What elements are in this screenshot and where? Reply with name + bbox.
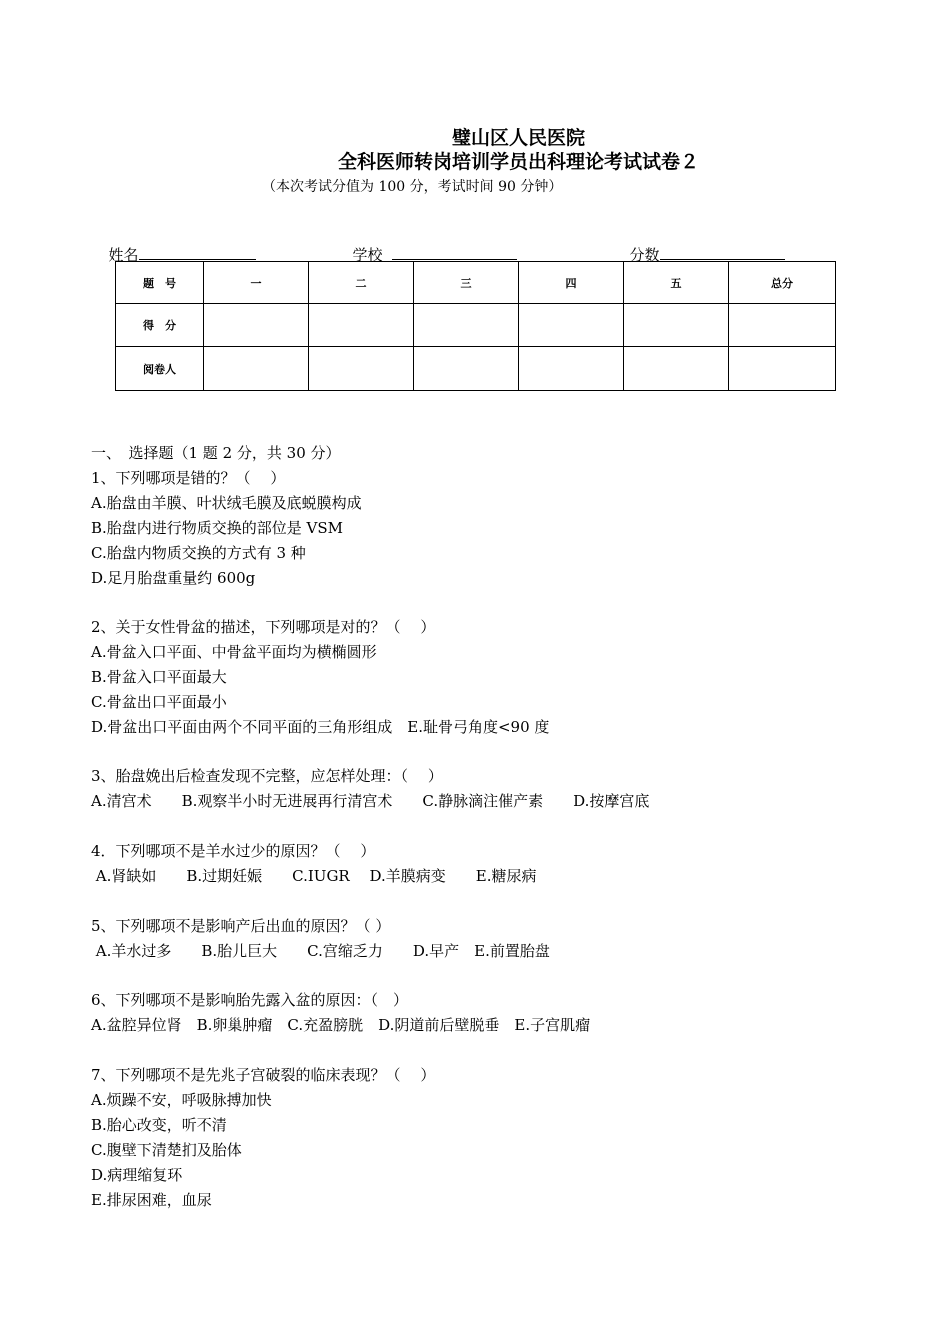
score-table-header-row [116, 262, 836, 304]
option-line: B.骨盆入口平面最大 [91, 668, 227, 686]
option-line: C.腹壁下清楚扪及胎体 [91, 1141, 242, 1159]
name-field [99, 227, 256, 264]
school-blank [392, 245, 517, 260]
header-cell-5: 五 [624, 262, 729, 304]
header-cell-label: 题 号 [116, 262, 204, 304]
score-cell[interactable] [309, 304, 414, 347]
option-line: A.盆腔异位肾 B.卵巢肿瘤 C.充盈膀胱 D.阴道前后壁脱垂 E.子宫肌瘤 [91, 1016, 591, 1034]
score-cell[interactable] [624, 304, 729, 347]
name-blank [139, 245, 256, 260]
score-table-grader-row [116, 347, 836, 391]
question-2: 2、关于女性骨盆的描述，下列哪项是对的？（ ） [91, 618, 436, 636]
question-6: 6、下列哪项不是影响胎先露入盆的原因：（ ） [91, 991, 409, 1009]
exam-note: （本次考试分值为 100 分，考试时间 90 分钟） [262, 179, 563, 195]
score-label: 分数 [629, 246, 660, 264]
section-title: 一、 选择题（1 题 2 分，共 30 分） [91, 444, 341, 462]
option-line: D.骨盆出口平面由两个不同平面的三角形组成 E.耻骨弓角度<90 度 [91, 718, 550, 736]
score-cell[interactable] [519, 304, 624, 347]
score-field [620, 227, 785, 264]
option-line: A.羊水过多 B.胎儿巨大 C.宫缩乏力 D.早产 E.前置胎盘 [91, 942, 550, 960]
question-4: 4．下列哪项不是羊水过少的原因？（ ） [91, 842, 376, 860]
option-line: A.肾缺如 B.过期妊娠 C.IUGR D.羊膜病变 E.糖尿病 [91, 867, 537, 885]
option-line: C.骨盆出口平面最小 [91, 693, 227, 711]
option-line: A.清宫术 B.观察半小时无进展再行清宫术 C.静脉滴注催产素 D.按摩宫底 [91, 792, 650, 810]
grader-cell[interactable] [204, 347, 309, 391]
option-line: A.骨盆入口平面、中骨盆平面均为横椭圆形 [91, 643, 377, 661]
grader-cell[interactable] [309, 347, 414, 391]
grader-cell[interactable] [624, 347, 729, 391]
option-line: B.胎盘内进行物质交换的部位是 VSM [91, 519, 344, 537]
grader-row-label: 阅卷人 [116, 347, 204, 391]
option-line: A.烦躁不安，呼吸脉搏加快 [91, 1091, 272, 1109]
school-label: 学校 [352, 246, 383, 264]
score-row-label: 得 分 [116, 304, 204, 347]
option-line: B.胎心改变，听不清 [91, 1116, 227, 1134]
header-cell-2: 二 [309, 262, 414, 304]
grader-cell[interactable] [414, 347, 519, 391]
question-5: 5、下列哪项不是影响产后出血的原因？（ ） [91, 917, 391, 935]
score-cell[interactable] [414, 304, 519, 347]
school-field [343, 227, 517, 264]
score-cell[interactable] [204, 304, 309, 347]
score-table [115, 261, 836, 391]
grader-cell[interactable] [519, 347, 624, 391]
option-line: D.足月胎盘重量约 600g [91, 569, 256, 587]
header-cell-1: 一 [204, 262, 309, 304]
question-1: 1、下列哪项是错的？（ ） [91, 469, 286, 487]
option-line: C.胎盘内物质交换的方式有 3 种 [91, 544, 306, 562]
header-cell-total: 总分 [729, 262, 836, 304]
option-line: D.病理缩复环 [91, 1166, 183, 1184]
hospital-name: 璧山区人民医院 [452, 127, 586, 149]
question-7: 7、下列哪项不是先兆子宫破裂的临床表现？（ ） [91, 1066, 436, 1084]
option-line: E.排尿困难，血尿 [91, 1191, 212, 1209]
exam-title: 全科医师转岗培训学员出科理论考试试卷２ [338, 151, 700, 173]
grader-cell[interactable] [729, 347, 836, 391]
name-label: 姓名 [108, 246, 139, 264]
score-blank [660, 245, 785, 260]
header-cell-3: 三 [414, 262, 519, 304]
score-cell[interactable] [729, 304, 836, 347]
question-3: 3、胎盘娩出后检查发现不完整，应怎样处理：（ ） [91, 767, 443, 785]
header-cell-4: 四 [519, 262, 624, 304]
score-table-score-row [116, 304, 836, 347]
option-line: A.胎盘由羊膜、叶状绒毛膜及底蜕膜构成 [91, 494, 362, 512]
